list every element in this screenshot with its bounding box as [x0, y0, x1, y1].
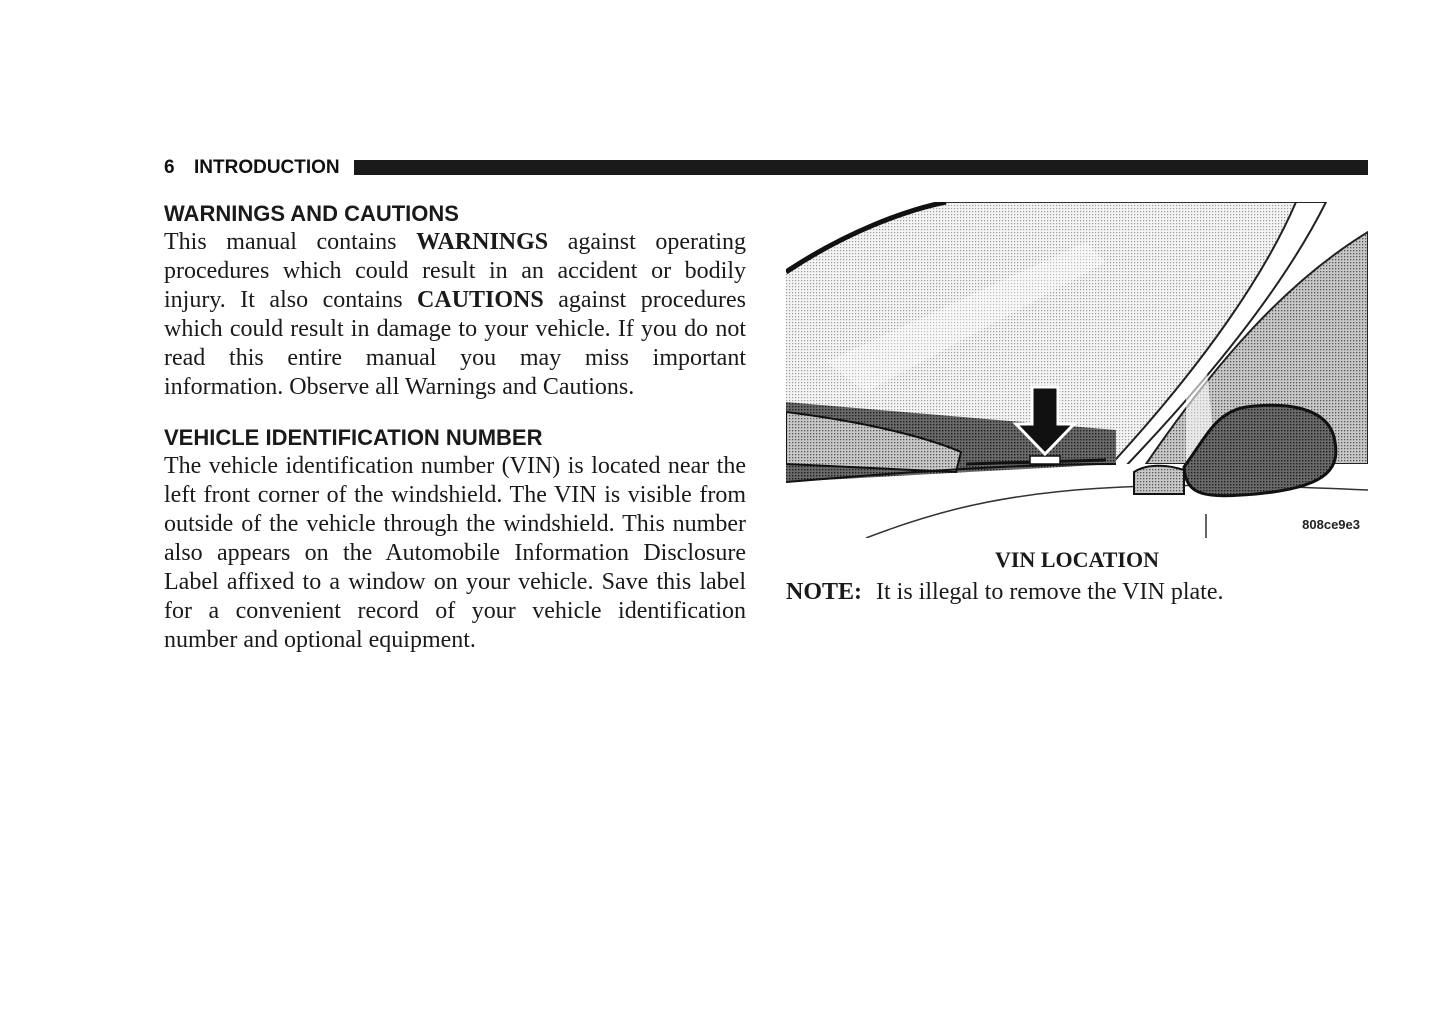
cautions-bold-term: CAUTIONS [417, 287, 544, 313]
note-label: NOTE: [786, 579, 863, 605]
warnings-text-2: against operating procedures which could result in an accident or bodily injury. It also contains [164, 229, 746, 313]
note-text: It is illegal to remove the VIN plate. [876, 579, 1224, 605]
warnings-paragraph [164, 228, 746, 402]
warnings-text-1: This manual contains [164, 229, 417, 255]
warnings-bold-term: WARNINGS [416, 229, 549, 255]
note [786, 577, 1368, 607]
vin-heading: VEHICLE IDENTIFICATION NUMBER [164, 425, 543, 450]
warnings-heading: WARNINGS AND CAUTIONS [164, 201, 459, 226]
vin-paragraph: The vehicle identification number (VIN) is located near the left front corner of the windshield. The VIN is visible from outside of the vehicle through the windshield. This number also appears on the Automobile Information Disclosure Label affixed to a window on your vehicle. Save this label for a convenient record of your vehicle identification number and optional equipment. [164, 453, 746, 653]
windshield-drawing [786, 202, 1368, 538]
figure-caption: VIN LOCATION [994, 547, 1159, 572]
vin-plate [1030, 456, 1060, 464]
page-header [164, 157, 1368, 179]
page-number: 6 [164, 157, 175, 178]
warnings-text-3: against procedures which could result in damage to your vehicle. If you do not read this entire manual you may miss important information. Observe all Warnings and Cautions. [164, 287, 746, 400]
vin-location-illustration [786, 202, 1368, 538]
left-column [164, 200, 746, 655]
header-rule [354, 160, 1368, 175]
section-title: INTRODUCTION [194, 157, 340, 178]
figure-code: 808ce9e3 [1302, 517, 1360, 532]
